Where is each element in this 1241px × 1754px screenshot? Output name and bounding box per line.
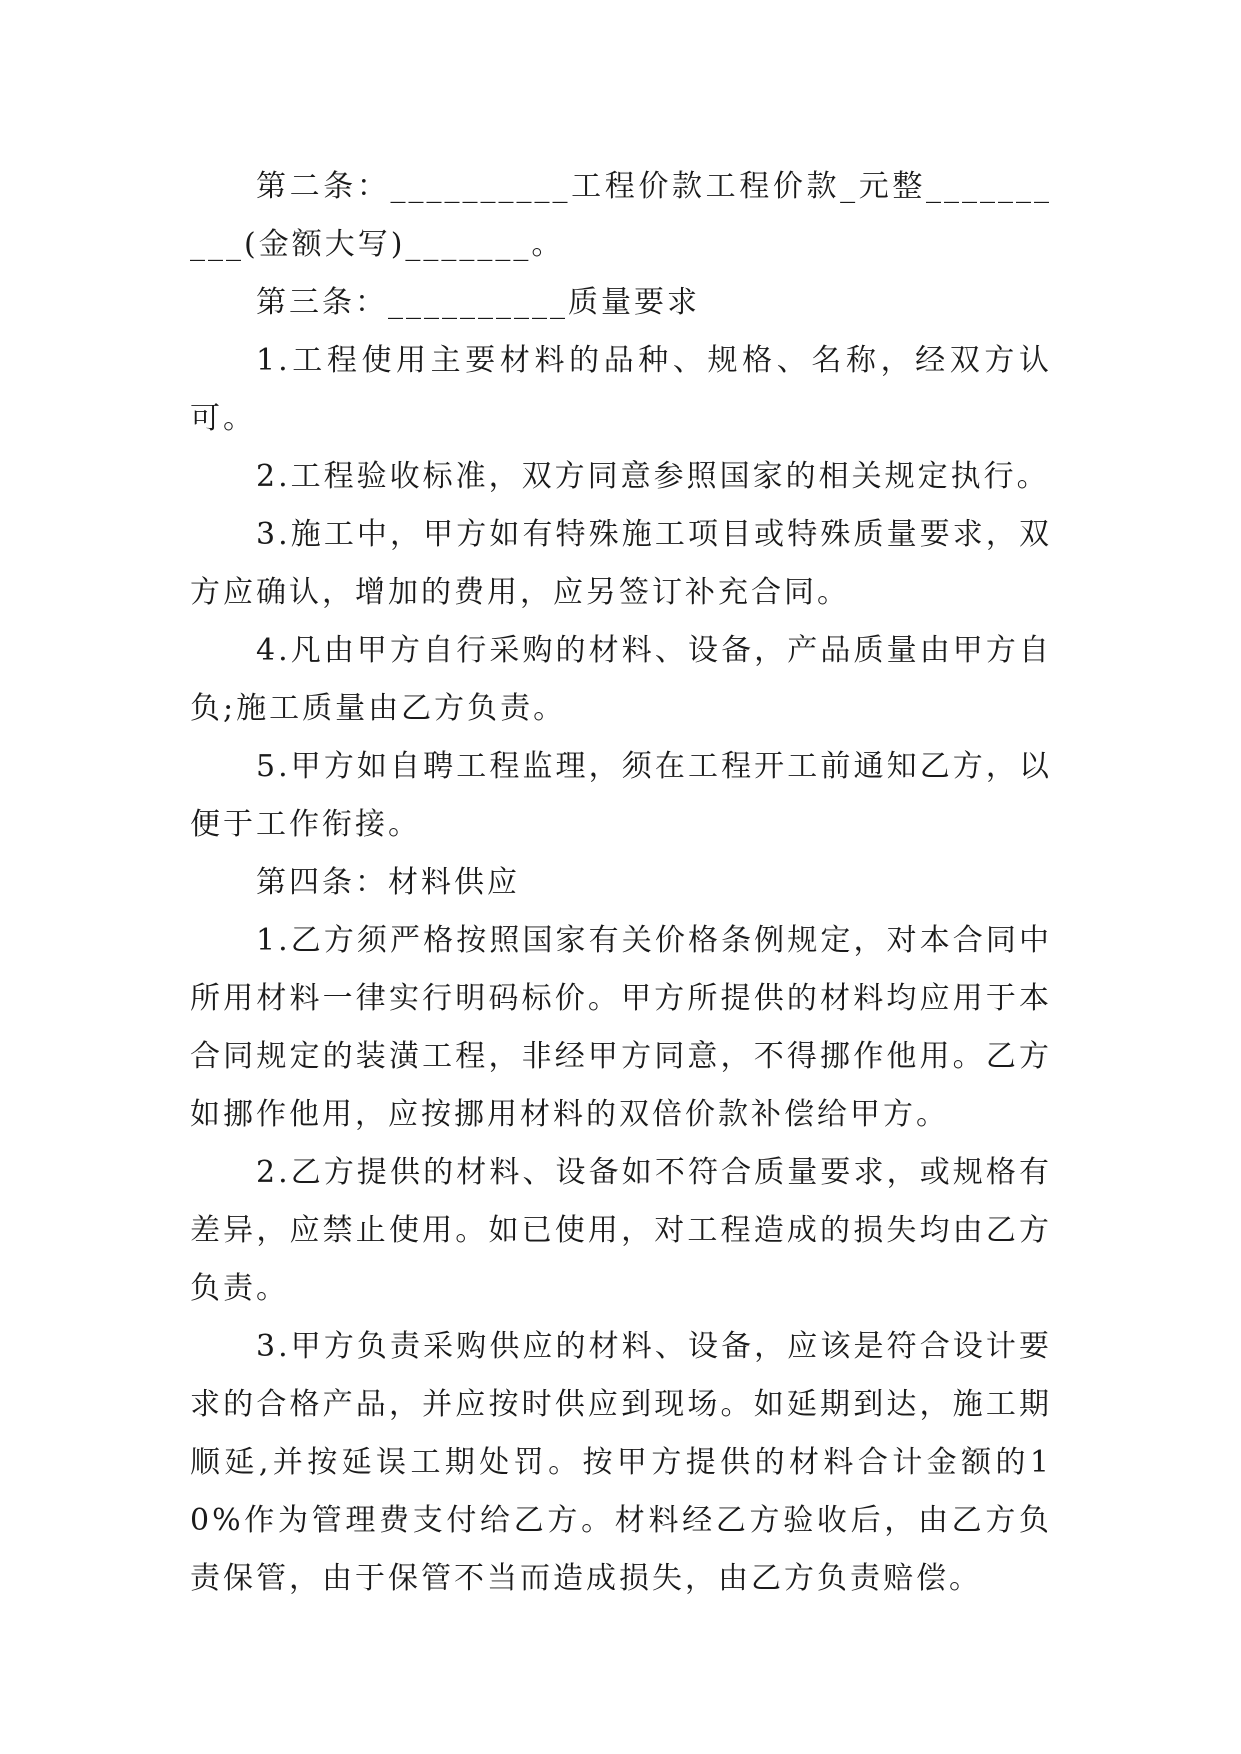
clause-3-item-2: 2.工程验收标准，双方同意参照国家的相关规定执行。 — [256, 459, 1050, 494]
clause-2-price: 第二条：__________工程价款工程价款_元整__________(金额大写)_______。 — [190, 169, 1052, 262]
clause-3-item-5: 5.甲方如自聘工程监理，须在工程开工前通知乙方，以便于工作衔接。 — [190, 749, 1052, 842]
clause-3-item-4: 4.凡由甲方自行采购的材料、设备，产品质量由甲方自负;施工质量由乙方负责。 — [190, 633, 1052, 726]
clause-3-item-3: 3.施工中，甲方如有特殊施工项目或特殊质量要求，双方应确认，增加的费用，应另签订补充合同。 — [190, 517, 1052, 610]
clause-4-item-2: 2.乙方提供的材料、设备如不符合质量要求，或规格有差异，应禁止使用。如已使用，对工程造成的损失均由乙方负责。 — [190, 1155, 1052, 1306]
clause-4-item-1: 1.乙方须严格按照国家有关价格条例规定，对本合同中所用材料一律实行明码标价。甲方所提供的材料均应用于本合同规定的装潢工程，非经甲方同意，不得挪作他用。乙方如挪作他用，应按挪用材料的双倍价款补偿给甲方。 — [190, 923, 1052, 1132]
clause-3-item-1: 1.工程使用主要材料的品种、规格、名称，经双方认可。 — [190, 343, 1052, 436]
document-body — [190, 158, 1052, 1608]
clause-4-heading: 第四条：材料供应 — [256, 865, 520, 900]
clause-4-item-3: 3.甲方负责采购供应的材料、设备，应该是符合设计要求的合格产品，并应按时供应到现场。如延期到达，施工期顺延,并按延误工期处罚。按甲方提供的材料合计金额的10%作为管理费支付给乙方。材料经乙方验收后，由乙方负责保管，由于保管不当而造成损失，由乙方负责赔偿。 — [190, 1329, 1052, 1596]
clause-3-heading: 第三条：__________质量要求 — [256, 285, 700, 320]
